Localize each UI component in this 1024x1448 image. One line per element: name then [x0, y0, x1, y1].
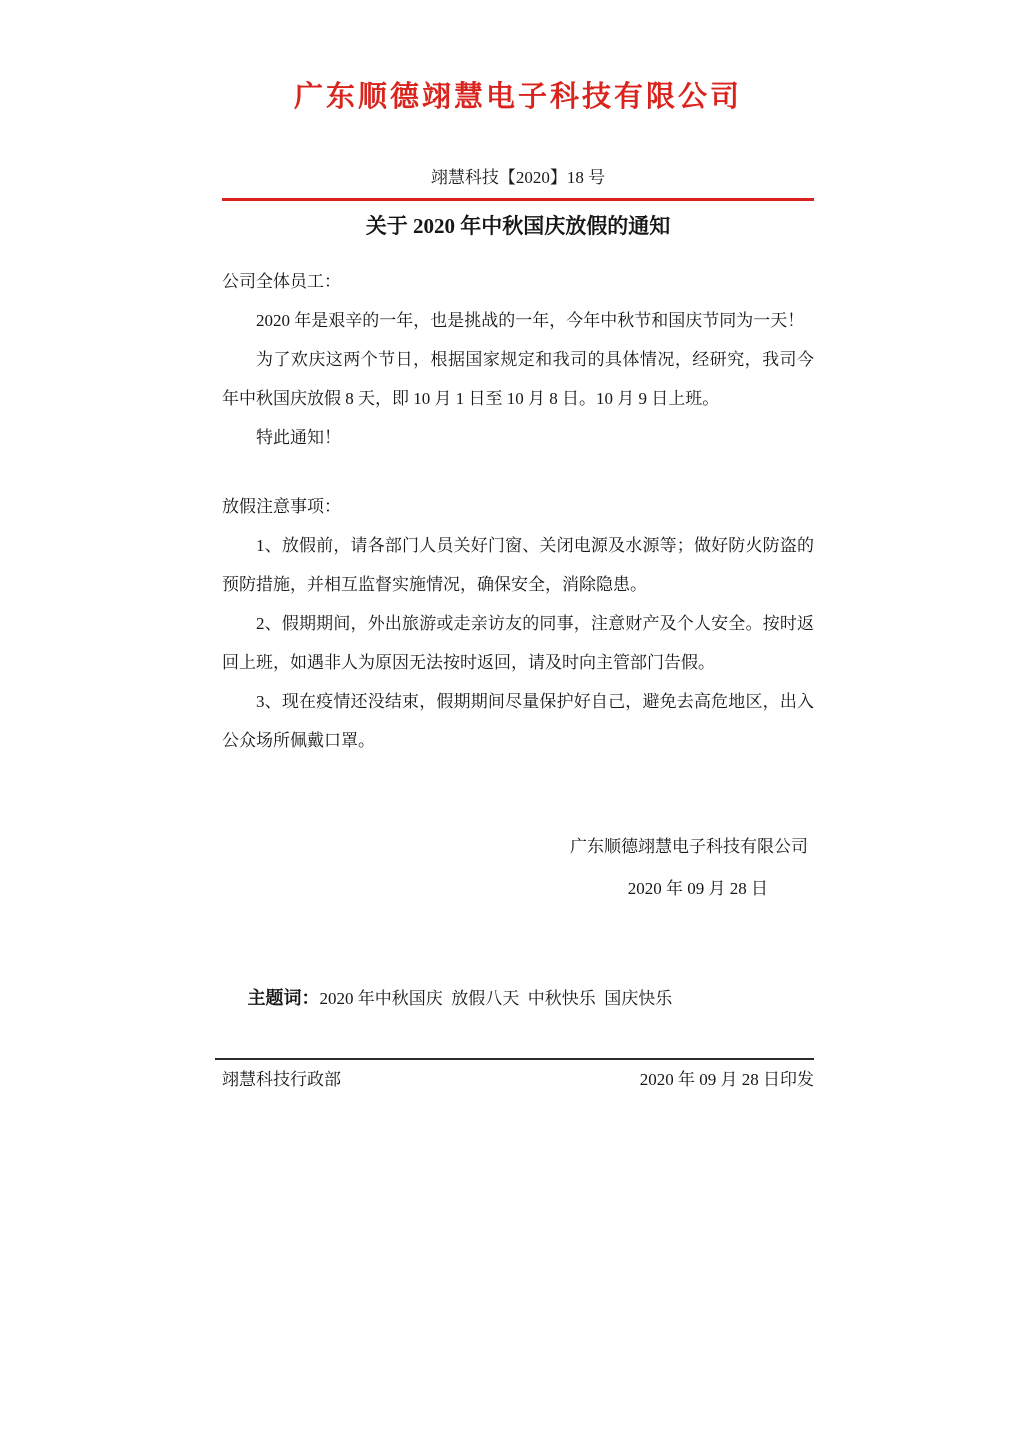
subject-words-terms: 2020 年中秋国庆 放假八天 中秋快乐 国庆快乐 — [319, 989, 673, 1008]
note-item: 1、放假前，请各部门人员关好门窗、关闭电源及水源等；做好防火防盗的预防措施，并相互监督实施情况，确保安全，消除隐患。 — [222, 536, 814, 594]
body-paragraph: 为了欢庆这两个节日，根据国家规定和我司的具体情况，经研究，我司今年中秋国庆放假 8 天，即 10 月 1 日至 10 月 8 日。10 月 9 日上班。 — [222, 350, 814, 408]
company-letterhead-title: 广东顺德翊慧电子科技有限公司 — [293, 81, 742, 113]
body-paragraph-closing: 特此通知！ — [256, 428, 341, 447]
document-content — [222, 0, 814, 1091]
issue-date: 2020 年 09 月 28 日印发 — [639, 1070, 814, 1089]
salutation: 公司全体员工： — [222, 272, 341, 291]
signature-block — [222, 826, 814, 910]
signature-company: 广东顺德翊慧电子科技有限公司 — [570, 837, 808, 856]
body-paragraph: 2020 年是艰辛的一年，也是挑战的一年，今年中秋节和国庆节同为一天！ — [256, 311, 805, 330]
document-number: 翊慧科技【2020】18 号 — [430, 168, 606, 187]
signature-date: 2020 年 09 月 28 日 — [627, 879, 768, 898]
red-header-rule — [222, 198, 814, 201]
notice-title: 关于 2020 年中秋国庆放假的通知 — [365, 214, 671, 238]
issuing-department: 翊慧科技行政部 — [222, 1070, 341, 1089]
issue-row — [222, 1069, 814, 1091]
footer-separator-rule — [215, 1058, 814, 1060]
notes-heading: 放假注意事项： — [222, 497, 341, 516]
subject-words-line — [222, 940, 814, 1057]
subject-words-label: 主题词： — [247, 988, 320, 1008]
notice-body — [222, 262, 814, 760]
note-item: 3、现在疫情还没结束，假期期间尽量保护好自己，避免去高危地区，出入公众场所佩戴口罩。 — [222, 692, 814, 750]
note-item: 2、假期期间，外出旅游或走亲访友的同事，注意财产及个人安全。按时返回上班，如遇非人为原因无法按时返回，请及时向主管部门告假。 — [222, 614, 814, 672]
